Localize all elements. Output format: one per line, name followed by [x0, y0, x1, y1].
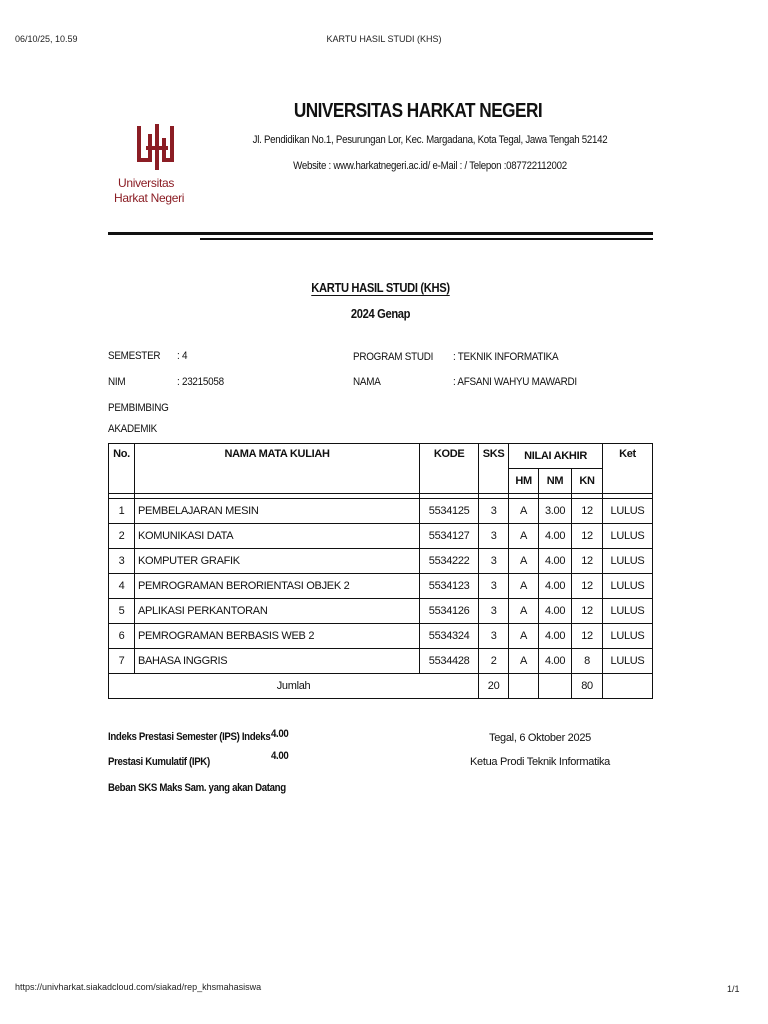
- row-kn: 12: [572, 574, 603, 599]
- nim-label: NIM: [108, 376, 126, 388]
- row-code: 5534126: [420, 599, 479, 624]
- total-ket-empty: [602, 674, 652, 699]
- row-code: 5534125: [420, 499, 479, 524]
- table-total-row: [109, 674, 653, 699]
- table-row: [109, 524, 653, 549]
- row-nm: 3.00: [539, 499, 572, 524]
- document-title: KARTU HASIL STUDI (KHS): [310, 280, 450, 295]
- row-no: 1: [109, 499, 135, 524]
- row-sks: 3: [479, 599, 509, 624]
- pembimbing-label-line1: PEMBIMBING: [108, 402, 169, 414]
- row-hm: A: [509, 499, 539, 524]
- row-ket: LULUS: [602, 574, 652, 599]
- document-period: 2024 Genap: [350, 306, 410, 321]
- row-ket: LULUS: [602, 549, 652, 574]
- row-kn: 12: [572, 624, 603, 649]
- nama-label: NAMA: [353, 376, 381, 388]
- table-row: [109, 574, 653, 599]
- ips-value: 4.00: [271, 728, 289, 740]
- row-sks: 3: [479, 524, 509, 549]
- university-contact: Website : www.harkatnegeri.ac.id/ e-Mail : / Telepon :087722112002: [293, 160, 567, 172]
- row-hm: A: [509, 549, 539, 574]
- pembimbing-label-line2: AKADEMIK: [108, 423, 158, 435]
- table-row: [109, 599, 653, 624]
- row-sks: 3: [479, 624, 509, 649]
- row-no: 4: [109, 574, 135, 599]
- row-course: KOMUNIKASI DATA: [134, 524, 419, 549]
- row-sks: 2: [479, 649, 509, 674]
- header-nm: NM: [539, 469, 572, 494]
- table-row: [109, 499, 653, 524]
- row-code: 5534127: [420, 524, 479, 549]
- ips-label: Indeks Prestasi Semester (IPS) Indeks: [108, 731, 271, 743]
- row-code: 5534123: [420, 574, 479, 599]
- row-no: 6: [109, 624, 135, 649]
- row-ket: LULUS: [602, 599, 652, 624]
- row-kn: 12: [572, 599, 603, 624]
- row-kn: 12: [572, 524, 603, 549]
- row-course: KOMPUTER GRAFIK: [134, 549, 419, 574]
- prodi-value: : TEKNIK INFORMATIKA: [453, 351, 559, 363]
- total-nm-empty: [539, 674, 572, 699]
- row-kn: 12: [572, 549, 603, 574]
- table-row: [109, 624, 653, 649]
- header-hm: HM: [509, 469, 539, 494]
- row-kn: 8: [572, 649, 603, 674]
- nama-value: : AFSANI WAHYU MAWARDI: [453, 376, 577, 388]
- row-no: 7: [109, 649, 135, 674]
- row-no: 5: [109, 599, 135, 624]
- signature-role: Ketua Prodi Teknik Informatika: [470, 756, 610, 768]
- semester-label: SEMESTER: [108, 350, 161, 362]
- row-nm: 4.00: [539, 574, 572, 599]
- row-nm: 4.00: [539, 524, 572, 549]
- row-nm: 4.00: [539, 624, 572, 649]
- row-no: 2: [109, 524, 135, 549]
- row-sks: 3: [479, 574, 509, 599]
- table-header-row: [109, 444, 653, 469]
- table-row: [109, 649, 653, 674]
- row-no: 3: [109, 549, 135, 574]
- print-page-count: 1/1: [727, 984, 740, 994]
- row-ket: LULUS: [602, 524, 652, 549]
- university-name: UNIVERSITAS HARKAT NEGERI: [293, 100, 543, 122]
- row-code: 5534324: [420, 624, 479, 649]
- print-datetime: 06/10/25, 10.59: [15, 34, 78, 44]
- row-course: BAHASA INGGRIS: [134, 649, 419, 674]
- row-code: 5534428: [420, 649, 479, 674]
- nim-value: : 23215058: [177, 376, 224, 388]
- header-ket: Ket: [602, 444, 652, 494]
- row-course: PEMROGRAMAN BERORIENTASI OBJEK 2: [134, 574, 419, 599]
- total-sks: 20: [479, 674, 509, 699]
- row-hm: A: [509, 599, 539, 624]
- row-course: PEMROGRAMAN BERBASIS WEB 2: [134, 624, 419, 649]
- total-hm-empty: [509, 674, 539, 699]
- table-row: [109, 549, 653, 574]
- header-course: NAMA MATA KULIAH: [134, 444, 419, 494]
- row-course: APLIKASI PERKANTORAN: [134, 599, 419, 624]
- header-rule-top: [108, 232, 653, 235]
- row-hm: A: [509, 524, 539, 549]
- row-hm: A: [509, 574, 539, 599]
- print-url-link[interactable]: https://univharkat.siakadcloud.com/siakad/rep_khsmahasiswa: [15, 982, 262, 992]
- header-kn: KN: [572, 469, 603, 494]
- total-label: Jumlah: [109, 674, 479, 699]
- row-hm: A: [509, 624, 539, 649]
- row-ket: LULUS: [602, 649, 652, 674]
- row-nm: 4.00: [539, 599, 572, 624]
- row-code: 5534222: [420, 549, 479, 574]
- header-rule-bottom: [200, 238, 653, 240]
- row-ket: LULUS: [602, 624, 652, 649]
- ipk-value: 4.00: [271, 750, 289, 762]
- header-final-grade: NILAI AKHIR: [509, 444, 603, 469]
- total-kn: 80: [572, 674, 603, 699]
- logo-text-line2: Harkat Negeri: [114, 191, 185, 205]
- row-hm: A: [509, 649, 539, 674]
- row-ket: LULUS: [602, 499, 652, 524]
- row-nm: 4.00: [539, 549, 572, 574]
- grades-table: [108, 443, 653, 699]
- row-sks: 3: [479, 549, 509, 574]
- header-no: No.: [109, 444, 135, 494]
- row-kn: 12: [572, 499, 603, 524]
- prodi-label: PROGRAM STUDI: [353, 351, 434, 363]
- header-sks: SKS: [479, 444, 509, 494]
- header-code: KODE: [420, 444, 479, 494]
- ipk-label: Prestasi Kumulatif (IPK): [108, 756, 210, 768]
- signature-place-date: Tegal, 6 Oktober 2025: [489, 732, 591, 744]
- row-nm: 4.00: [539, 649, 572, 674]
- logo-text-line1: Universitas: [118, 176, 175, 190]
- row-course: PEMBELAJARAN MESIN: [134, 499, 419, 524]
- semester-value: : 4: [177, 350, 188, 362]
- beban-sks-label: Beban SKS Maks Sam. yang akan Datang: [108, 782, 286, 794]
- university-address: Jl. Pendidikan No.1, Pesurungan Lor, Kec. Margadana, Kota Tegal, Jawa Tengah 52142: [252, 134, 608, 146]
- row-sks: 3: [479, 499, 509, 524]
- university-logo-mark: [112, 118, 198, 182]
- print-page-title: KARTU HASIL STUDI (KHS): [326, 34, 442, 44]
